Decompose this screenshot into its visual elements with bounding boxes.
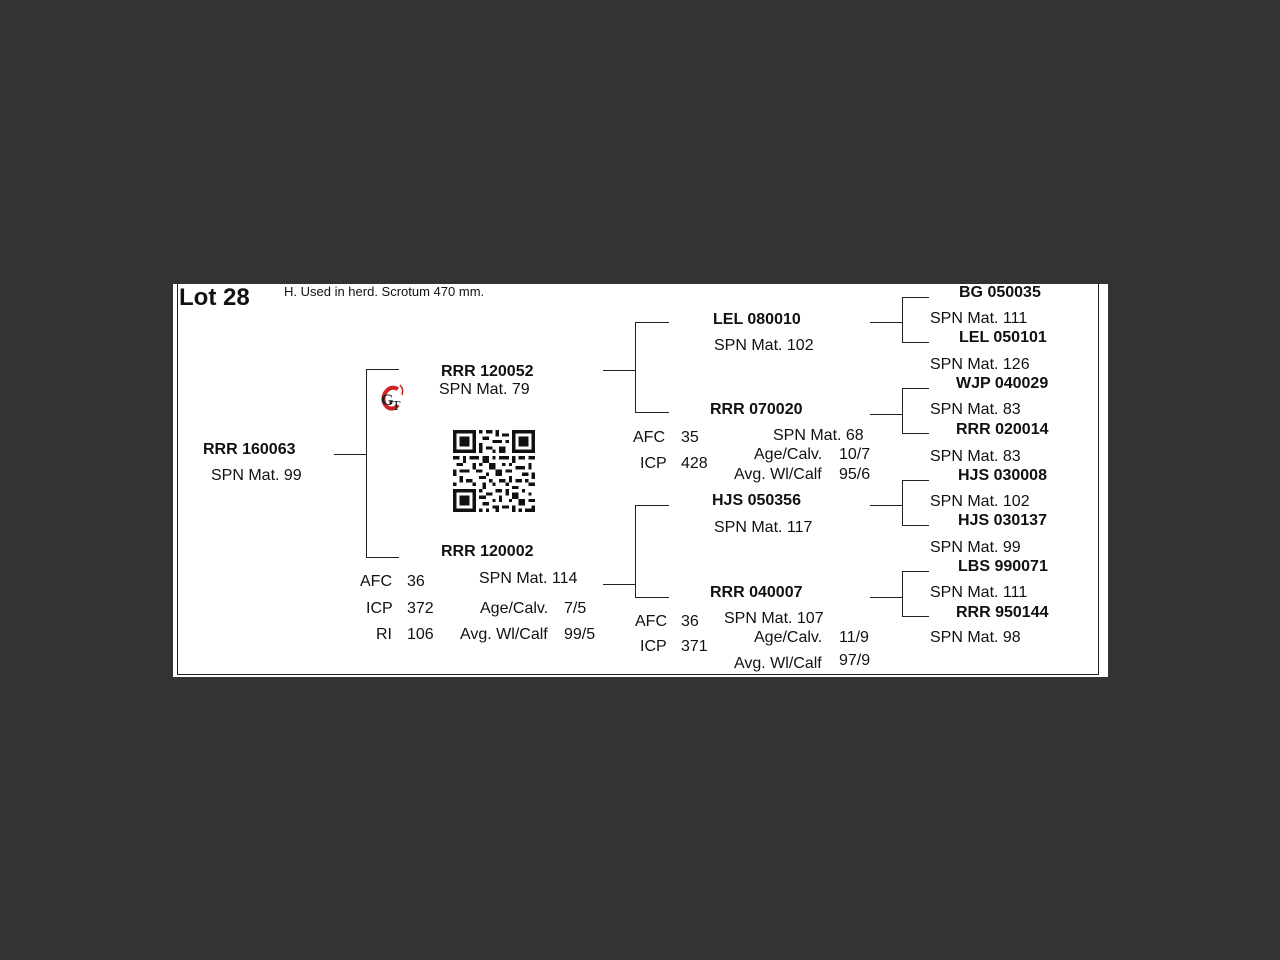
dam-dam-afc-value: 36	[681, 613, 699, 630]
svg-text:G: G	[381, 392, 394, 409]
dam-dam-afc-label: AFC	[635, 613, 667, 630]
sire-dam-spn: SPN Mat. 68	[773, 427, 864, 444]
sire-spn: SPN Mat. 79	[439, 381, 530, 398]
sire-sire-id: LEL 080010	[713, 311, 801, 328]
dam-ri-value: 106	[407, 626, 434, 643]
sire-dam-age-value: 10/7	[839, 446, 871, 463]
connector-line	[902, 480, 903, 526]
connector-line	[635, 597, 669, 598]
dam-id: RRR 120002	[441, 543, 534, 560]
connector-line	[635, 412, 669, 413]
connector-line	[870, 414, 902, 415]
connector-line	[902, 616, 929, 617]
sire-dam-avg-value: 95/6	[839, 466, 871, 483]
dam-spn: SPN Mat. 114	[479, 570, 578, 587]
subject-id: RRR 160063	[203, 441, 296, 458]
ggp-6-spn: SPN Mat. 99	[930, 539, 1021, 556]
connector-line	[635, 505, 669, 506]
connector-line	[902, 297, 929, 298]
connector-line	[902, 297, 903, 343]
ggp-3-id: WJP 040029	[956, 375, 1049, 392]
dam-afc-value: 36	[407, 573, 425, 590]
svg-text:T: T	[392, 399, 401, 414]
connector-line	[902, 342, 929, 343]
ggp-1-spn: SPN Mat. 111	[930, 310, 1028, 327]
ggp-2-spn: SPN Mat. 126	[930, 356, 1030, 373]
connector-line	[870, 505, 902, 506]
dam-sire-spn: SPN Mat. 117	[714, 519, 813, 536]
connector-line	[902, 525, 929, 526]
ggp-5-id: HJS 030008	[958, 467, 1047, 484]
ggp-1-id: BG 050035	[959, 284, 1041, 301]
connector-line	[902, 571, 903, 617]
ggp-4-id: RRR 020014	[956, 421, 1049, 438]
dam-dam-icp-value: 371	[681, 638, 708, 655]
sire-dam-avg-label: Avg. Wl/Calf	[734, 466, 822, 483]
connector-line	[603, 370, 635, 371]
ggp-6-id: HJS 030137	[958, 512, 1047, 529]
dam-dam-icp-label: ICP	[640, 638, 667, 655]
sire-dam-afc-value: 35	[681, 429, 699, 446]
ggp-5-spn: SPN Mat. 102	[930, 493, 1030, 510]
connector-line	[366, 369, 399, 370]
connector-line	[902, 571, 929, 572]
ggp-8-id: RRR 950144	[956, 604, 1049, 621]
connector-line	[635, 505, 636, 598]
connector-line	[366, 369, 367, 558]
connector-line	[603, 584, 635, 585]
dam-dam-id: RRR 040007	[710, 584, 803, 601]
connector-line	[902, 388, 903, 434]
sire-sire-spn: SPN Mat. 102	[714, 337, 814, 354]
connector-line	[635, 322, 669, 323]
qr-code-icon	[453, 430, 535, 512]
connector-line	[366, 557, 399, 558]
ggp-4-spn: SPN Mat. 83	[930, 448, 1021, 465]
dam-dam-age-label: Age/Calv.	[754, 629, 823, 646]
connector-line	[902, 388, 929, 389]
dam-afc-label: AFC	[360, 573, 392, 590]
dam-sire-id: HJS 050356	[712, 492, 801, 509]
pedigree-card	[173, 284, 1108, 677]
dam-age-value: 7/5	[564, 600, 587, 617]
sire-id: RRR 120052	[441, 363, 534, 380]
lot-title: Lot 28	[179, 284, 250, 311]
sire-dam-age-label: Age/Calv.	[754, 446, 823, 463]
dam-icp-value: 372	[407, 600, 434, 617]
sire-dam-icp-label: ICP	[640, 455, 667, 472]
sire-dam-id: RRR 070020	[710, 401, 803, 418]
connector-line	[870, 322, 902, 323]
ggp-2-id: LEL 050101	[959, 329, 1047, 346]
connector-line	[635, 322, 636, 413]
connector-line	[870, 597, 902, 598]
connector-line	[902, 433, 929, 434]
dam-dam-avg-value: 97/9	[839, 652, 871, 669]
connector-line	[334, 454, 366, 455]
dam-ri-label: RI	[376, 626, 392, 643]
ggp-3-spn: SPN Mat. 83	[930, 401, 1021, 418]
lot-note: H. Used in herd. Scrotum 470 mm.	[284, 284, 485, 299]
gt-logo-icon	[378, 383, 406, 415]
sire-dam-icp-value: 428	[681, 455, 708, 472]
dam-avg-label: Avg. Wl/Calf	[460, 626, 548, 643]
dam-dam-avg-label: Avg. Wl/Calf	[734, 655, 822, 672]
ggp-7-spn: SPN Mat. 111	[930, 584, 1028, 601]
dam-icp-label: ICP	[366, 600, 393, 617]
subject-spn: SPN Mat. 99	[211, 467, 302, 484]
connector-line	[902, 480, 929, 481]
ggp-8-spn: SPN Mat. 98	[930, 629, 1021, 646]
ggp-7-id: LBS 990071	[958, 558, 1048, 575]
dam-dam-spn: SPN Mat. 107	[724, 610, 824, 627]
sire-dam-afc-label: AFC	[633, 429, 665, 446]
dam-avg-value: 99/5	[564, 626, 596, 643]
dam-age-label: Age/Calv.	[480, 600, 549, 617]
dam-dam-age-value: 11/9	[839, 629, 869, 646]
